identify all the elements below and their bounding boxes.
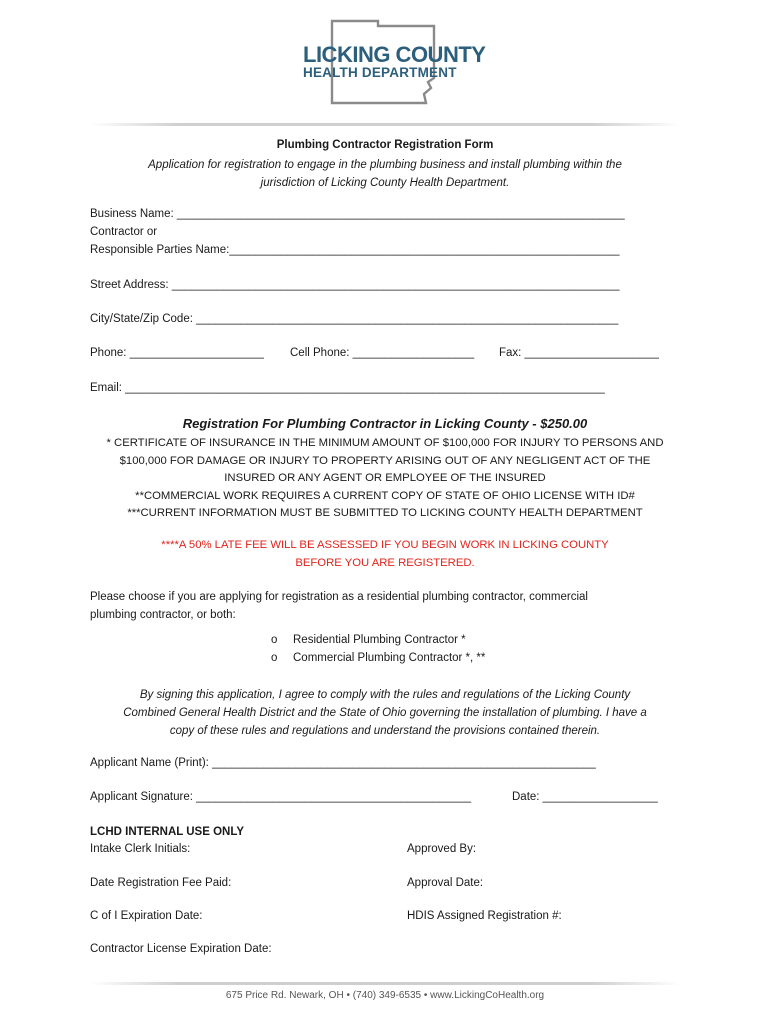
warning-line: ****A 50% LATE FEE WILL BE ASSESSED IF YOU BEGIN WORK IN LICKING COUNTY bbox=[161, 539, 609, 551]
subtitle-line: Application for registration to engage in the plumbing business and install plumbing within the bbox=[148, 159, 622, 171]
residential-option[interactable] bbox=[271, 634, 466, 646]
city-state-zip-field[interactable]: City/State/Zip Code: __________________________________________________________________ bbox=[90, 313, 619, 325]
applicant-signature-field[interactable]: Applicant Signature: ___________________________________________ bbox=[90, 791, 472, 803]
radio-circle-icon[interactable]: o bbox=[271, 652, 278, 664]
requirement-line: $100,000 FOR DAMAGE OR INJURY TO PROPERTY ARISING OUT OF ANY NEGLIGENT ACT OF THE bbox=[119, 454, 651, 467]
intake-clerk-label: Intake Clerk Initials: bbox=[90, 843, 191, 855]
signature-date-field[interactable]: Date: __________________ bbox=[512, 791, 658, 803]
internal-use-heading: LCHD INTERNAL USE ONLY bbox=[90, 826, 244, 838]
instruction-line: plumbing contractor, or both: bbox=[90, 609, 236, 621]
agreement-line: Combined General Health District and the State of Ohio governing the installation of plumbing. I have a bbox=[123, 707, 647, 719]
registration-heading: Registration For Plumbing Contractor in Licking County - $250.00 bbox=[182, 416, 588, 431]
logo-title: LICKING COUNTY bbox=[303, 42, 486, 67]
requirement-line: **COMMERCIAL WORK REQUIRES A CURRENT COPY OF STATE OF OHIO LICENSE WITH ID# bbox=[135, 489, 635, 502]
fee-paid-date-label: Date Registration Fee Paid: bbox=[90, 877, 232, 889]
approval-date-label: Approval Date: bbox=[407, 877, 484, 889]
requirement-line: * CERTIFICATE OF INSURANCE IN THE MINIMUM AMOUNT OF $100,000 FOR INJURY TO PERSONS AND bbox=[106, 437, 664, 449]
option-label: Residential Plumbing Contractor * bbox=[293, 634, 466, 646]
header-divider bbox=[90, 123, 680, 126]
approved-by-label: Approved By: bbox=[407, 843, 477, 855]
radio-circle-icon[interactable]: o bbox=[271, 634, 278, 646]
contractor-or-label: Contractor or bbox=[90, 226, 158, 238]
agreement-line: copy of these rules and regulations and understand the provisions contained therein. bbox=[169, 725, 601, 737]
requirement-line: ***CURRENT INFORMATION MUST BE SUBMITTED TO LICKING COUNTY HEALTH DEPARTMENT bbox=[127, 507, 643, 519]
phone-field[interactable]: Phone: _____________________ bbox=[90, 347, 264, 359]
footer-divider bbox=[90, 982, 680, 985]
footer-contact: 675 Price Rd. Newark, OH • (740) 349-6535 • www.LickingCoHealth.org bbox=[225, 990, 545, 1001]
agreement-statement bbox=[90, 686, 680, 740]
form-title: Plumbing Contractor Registration Form bbox=[276, 139, 494, 151]
fax-field[interactable]: Fax: _____________________ bbox=[499, 347, 659, 359]
coi-expiration-label: C of I Expiration Date: bbox=[90, 910, 203, 922]
requirements-list bbox=[90, 435, 680, 523]
responsible-parties-field[interactable]: Responsible Parties Name:_____________________________________________________________ bbox=[90, 244, 620, 256]
business-name-field[interactable]: Business Name: ______________________________________________________________________ bbox=[90, 208, 625, 220]
applicant-name-field[interactable]: Applicant Name (Print): ____________________________________________________________ bbox=[90, 757, 596, 769]
instruction-line: Please choose if you are applying for registration as a residential plumbing contractor, commercial bbox=[90, 591, 588, 603]
hdis-registration-label: HDIS Assigned Registration #: bbox=[407, 910, 562, 922]
contractor-type-instructions bbox=[90, 588, 680, 624]
option-label: Commercial Plumbing Contractor *, ** bbox=[293, 652, 486, 664]
street-address-field[interactable]: Street Address: ______________________________________________________________________ bbox=[90, 279, 620, 291]
subtitle-line: jurisdiction of Licking County Health Department. bbox=[260, 177, 510, 189]
logo-subtitle: HEALTH DEPARTMENT bbox=[303, 65, 457, 80]
late-fee-warning bbox=[90, 536, 680, 572]
agreement-line: By signing this application, I agree to comply with the rules and regulations of the Licking County bbox=[139, 689, 631, 701]
cell-phone-field[interactable]: Cell Phone: ___________________ bbox=[290, 347, 475, 359]
license-expiration-label: Contractor License Expiration Date: bbox=[90, 943, 272, 955]
form-subtitle bbox=[90, 156, 680, 192]
commercial-option[interactable] bbox=[271, 652, 485, 664]
warning-line: BEFORE YOU ARE REGISTERED. bbox=[295, 557, 475, 569]
email-field[interactable]: Email: ___________________________________________________________________________ bbox=[90, 382, 605, 394]
requirement-line: INSURED OR ANY AGENT OR EMPLOYEE OF THE INSURED bbox=[224, 472, 546, 484]
